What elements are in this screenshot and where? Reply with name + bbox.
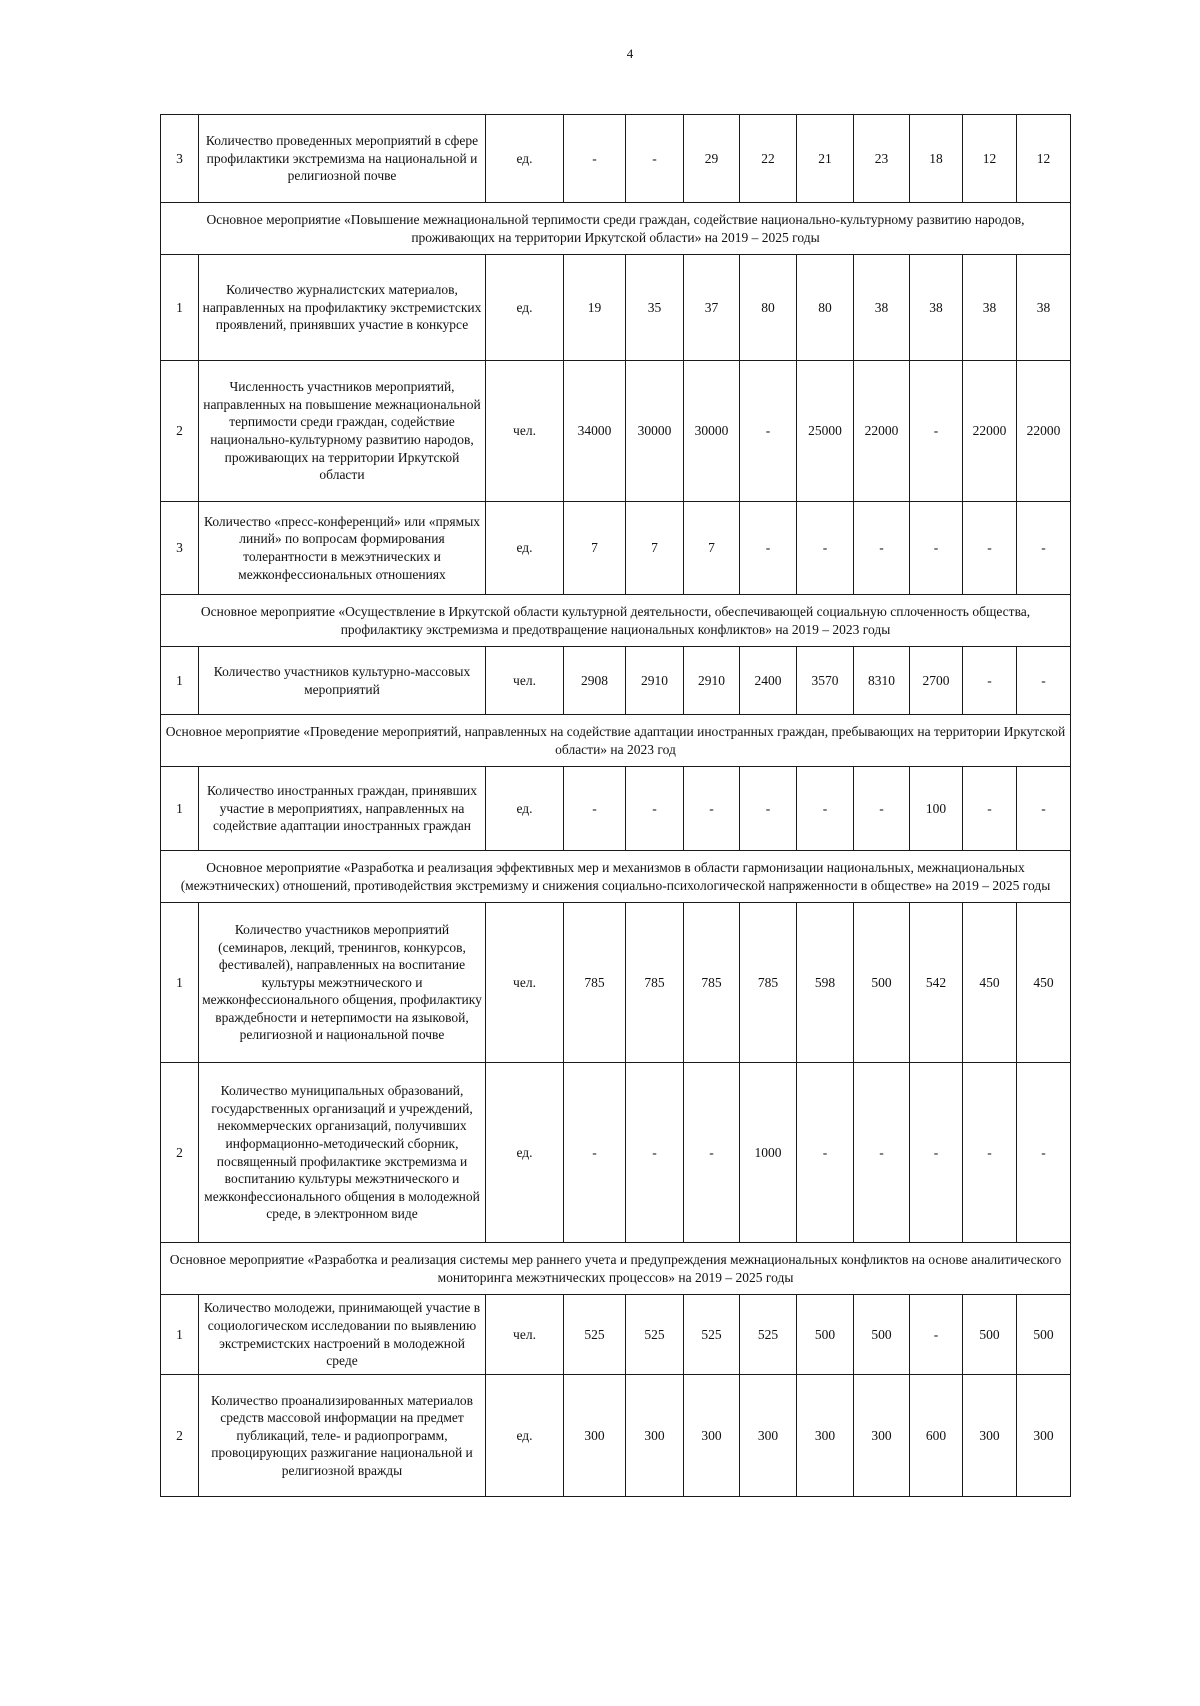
row-number-cell: 1 bbox=[161, 903, 199, 1063]
value-cell: - bbox=[910, 1063, 963, 1243]
section-header-row bbox=[161, 851, 1071, 903]
section-title: Основное мероприятие «Проведение мероприятий, направленных на содействие адаптации иностранных граждан, пребывающих на территории Иркутской области» на 2023 год bbox=[161, 715, 1071, 767]
section-title: Основное мероприятие «Повышение межнациональной терпимости среди граждан, содействие национально-культурному развитию народов, проживающих на территории Иркутской области» на 2019 – 2025 годы bbox=[161, 203, 1071, 255]
indicator-name-cell: Количество участников культурно-массовых мероприятий bbox=[199, 647, 486, 715]
value-cell: 300 bbox=[797, 1375, 854, 1497]
value-cell: 38 bbox=[1017, 255, 1071, 361]
unit-cell: чел. bbox=[486, 1295, 564, 1375]
value-cell: 3570 bbox=[797, 647, 854, 715]
value-cell: 30000 bbox=[684, 361, 740, 502]
value-cell: - bbox=[910, 361, 963, 502]
row-number-cell: 1 bbox=[161, 767, 199, 851]
section-header-row bbox=[161, 595, 1071, 647]
value-cell: 598 bbox=[797, 903, 854, 1063]
value-cell: 100 bbox=[910, 767, 963, 851]
indicator-name-cell: Количество проанализированных материалов средств массовой информации на предмет публикаций, теле- и радиопрограмм, провоцирующих разжигание национальной и религиозной вражды bbox=[199, 1375, 486, 1497]
unit-cell: ед. bbox=[486, 502, 564, 595]
value-cell: 2908 bbox=[564, 647, 626, 715]
row-number-cell: 3 bbox=[161, 502, 199, 595]
value-cell: - bbox=[854, 1063, 910, 1243]
value-cell: 300 bbox=[626, 1375, 684, 1497]
value-cell: 7 bbox=[684, 502, 740, 595]
value-cell: 29 bbox=[684, 115, 740, 203]
value-cell: 525 bbox=[684, 1295, 740, 1375]
row-number-cell: 1 bbox=[161, 255, 199, 361]
value-cell: 30000 bbox=[626, 361, 684, 502]
indicator-name-cell: Количество муниципальных образований, государственных организаций и учреждений, некоммерческих организаций, получивших информационно-методический сборник, посвященный профилактике экстремизма и воспитанию культуры межэтнического и межконфессионального общения в молодежной среде, в электронном виде bbox=[199, 1063, 486, 1243]
indicator-name-cell: Численность участников мероприятий, направленных на повышение межнациональной терпимости среди граждан, содействие национально-культурному развитию народов, проживающих на территории Иркутской области bbox=[199, 361, 486, 502]
value-cell: 22 bbox=[740, 115, 797, 203]
value-cell: - bbox=[1017, 767, 1071, 851]
value-cell: 12 bbox=[1017, 115, 1071, 203]
value-cell: 525 bbox=[626, 1295, 684, 1375]
value-cell: 785 bbox=[626, 903, 684, 1063]
value-cell: - bbox=[740, 767, 797, 851]
value-cell: - bbox=[684, 767, 740, 851]
value-cell: - bbox=[626, 115, 684, 203]
value-cell: 23 bbox=[854, 115, 910, 203]
value-cell: - bbox=[910, 502, 963, 595]
table-row bbox=[161, 1063, 1071, 1243]
unit-cell: чел. bbox=[486, 903, 564, 1063]
value-cell: 25000 bbox=[797, 361, 854, 502]
value-cell: 34000 bbox=[564, 361, 626, 502]
value-cell: 80 bbox=[797, 255, 854, 361]
value-cell: - bbox=[797, 1063, 854, 1243]
indicators-table bbox=[160, 114, 1071, 1497]
value-cell: 2700 bbox=[910, 647, 963, 715]
value-cell: 22000 bbox=[963, 361, 1017, 502]
value-cell: - bbox=[963, 1063, 1017, 1243]
unit-cell: ед. bbox=[486, 767, 564, 851]
value-cell: 300 bbox=[684, 1375, 740, 1497]
value-cell: 450 bbox=[1017, 903, 1071, 1063]
value-cell: 542 bbox=[910, 903, 963, 1063]
section-title: Основное мероприятие «Разработка и реализация системы мер раннего учета и предупреждения межнациональных конфликтов на основе аналитического мониторинга межэтнических процессов» на 2019 – 2025 годы bbox=[161, 1243, 1071, 1295]
value-cell: 600 bbox=[910, 1375, 963, 1497]
table-row bbox=[161, 767, 1071, 851]
row-number-cell: 2 bbox=[161, 361, 199, 502]
row-number-cell: 1 bbox=[161, 1295, 199, 1375]
value-cell: 2910 bbox=[684, 647, 740, 715]
value-cell: - bbox=[626, 1063, 684, 1243]
row-number-cell: 3 bbox=[161, 115, 199, 203]
indicator-name-cell: Количество участников мероприятий (семинаров, лекций, тренингов, конкурсов, фестивалей), направленных на воспитание культуры межэтнического и межконфессионального общения, профилактику враждебности и нетерпимости на языковой, религиозной и национальной почве bbox=[199, 903, 486, 1063]
table-row bbox=[161, 502, 1071, 595]
indicator-name-cell: Количество иностранных граждан, принявших участие в мероприятиях, направленных на содействие адаптации иностранных граждан bbox=[199, 767, 486, 851]
value-cell: 7 bbox=[626, 502, 684, 595]
value-cell: 300 bbox=[854, 1375, 910, 1497]
value-cell: 38 bbox=[910, 255, 963, 361]
value-cell: 500 bbox=[1017, 1295, 1071, 1375]
section-title: Основное мероприятие «Разработка и реализация эффективных мер и механизмов в области гармонизации национальных, межнациональных (межэтнических) отношений, противодействия экстремизму и снижения социально-психологической напряженности в обществе» на 2019 – 2025 годы bbox=[161, 851, 1071, 903]
value-cell: 22000 bbox=[1017, 361, 1071, 502]
section-header-row bbox=[161, 1243, 1071, 1295]
value-cell: - bbox=[684, 1063, 740, 1243]
indicator-name-cell: Количество проведенных мероприятий в сфере профилактики экстремизма на национальной и религиозной почве bbox=[199, 115, 486, 203]
value-cell: - bbox=[910, 1295, 963, 1375]
value-cell: 12 bbox=[963, 115, 1017, 203]
value-cell: 38 bbox=[963, 255, 1017, 361]
value-cell: - bbox=[740, 502, 797, 595]
value-cell: 500 bbox=[963, 1295, 1017, 1375]
table-body bbox=[161, 115, 1071, 1497]
value-cell: - bbox=[963, 647, 1017, 715]
unit-cell: чел. bbox=[486, 647, 564, 715]
indicator-name-cell: Количество журналистских материалов, направленных на профилактику экстремистских проявлений, принявших участие в конкурсе bbox=[199, 255, 486, 361]
value-cell: 1000 bbox=[740, 1063, 797, 1243]
table-row bbox=[161, 647, 1071, 715]
value-cell: 37 bbox=[684, 255, 740, 361]
indicator-name-cell: Количество молодежи, принимающей участие в социологическом исследовании по выявлению экстремистских настроений в молодежной среде bbox=[199, 1295, 486, 1375]
value-cell: 525 bbox=[740, 1295, 797, 1375]
unit-cell: ед. bbox=[486, 115, 564, 203]
value-cell: - bbox=[854, 502, 910, 595]
table-row bbox=[161, 255, 1071, 361]
value-cell: 300 bbox=[564, 1375, 626, 1497]
unit-cell: ед. bbox=[486, 255, 564, 361]
table-row bbox=[161, 903, 1071, 1063]
value-cell: 525 bbox=[564, 1295, 626, 1375]
value-cell: - bbox=[854, 767, 910, 851]
value-cell: 450 bbox=[963, 903, 1017, 1063]
indicator-name-cell: Количество «пресс-конференций» или «прямых линий» по вопросам формирования толерантности в межэтнических и межконфессиональных отношениях bbox=[199, 502, 486, 595]
value-cell: 18 bbox=[910, 115, 963, 203]
unit-cell: ед. bbox=[486, 1375, 564, 1497]
row-number-cell: 1 bbox=[161, 647, 199, 715]
value-cell: 19 bbox=[564, 255, 626, 361]
value-cell: 2400 bbox=[740, 647, 797, 715]
value-cell: 785 bbox=[740, 903, 797, 1063]
value-cell: 2910 bbox=[626, 647, 684, 715]
value-cell: 300 bbox=[1017, 1375, 1071, 1497]
value-cell: - bbox=[797, 767, 854, 851]
value-cell: - bbox=[564, 767, 626, 851]
value-cell: 500 bbox=[797, 1295, 854, 1375]
table-row bbox=[161, 361, 1071, 502]
unit-cell: ед. bbox=[486, 1063, 564, 1243]
value-cell: - bbox=[1017, 502, 1071, 595]
value-cell: 22000 bbox=[854, 361, 910, 502]
value-cell: 21 bbox=[797, 115, 854, 203]
page-number: 4 bbox=[626, 46, 634, 61]
value-cell: 785 bbox=[564, 903, 626, 1063]
value-cell: - bbox=[564, 115, 626, 203]
value-cell: - bbox=[963, 767, 1017, 851]
value-cell: - bbox=[564, 1063, 626, 1243]
value-cell: 8310 bbox=[854, 647, 910, 715]
table-row bbox=[161, 1375, 1071, 1497]
table-row bbox=[161, 1295, 1071, 1375]
value-cell: - bbox=[626, 767, 684, 851]
value-cell: - bbox=[740, 361, 797, 502]
table-row bbox=[161, 115, 1071, 203]
value-cell: 500 bbox=[854, 903, 910, 1063]
value-cell: 300 bbox=[740, 1375, 797, 1497]
value-cell: - bbox=[797, 502, 854, 595]
value-cell: - bbox=[963, 502, 1017, 595]
value-cell: - bbox=[1017, 1063, 1071, 1243]
row-number-cell: 2 bbox=[161, 1063, 199, 1243]
row-number-cell: 2 bbox=[161, 1375, 199, 1497]
section-title: Основное мероприятие «Осуществление в Иркутской области культурной деятельности, обеспечивающей социальную сплоченность общества, профилактику экстремизма и предотвращение национальных конфликтов» на 2019 – 2023 годы bbox=[161, 595, 1071, 647]
value-cell: 35 bbox=[626, 255, 684, 361]
section-header-row bbox=[161, 715, 1071, 767]
value-cell: 7 bbox=[564, 502, 626, 595]
section-header-row bbox=[161, 203, 1071, 255]
value-cell: 80 bbox=[740, 255, 797, 361]
value-cell: - bbox=[1017, 647, 1071, 715]
value-cell: 38 bbox=[854, 255, 910, 361]
value-cell: 300 bbox=[963, 1375, 1017, 1497]
value-cell: 785 bbox=[684, 903, 740, 1063]
unit-cell: чел. bbox=[486, 361, 564, 502]
value-cell: 500 bbox=[854, 1295, 910, 1375]
